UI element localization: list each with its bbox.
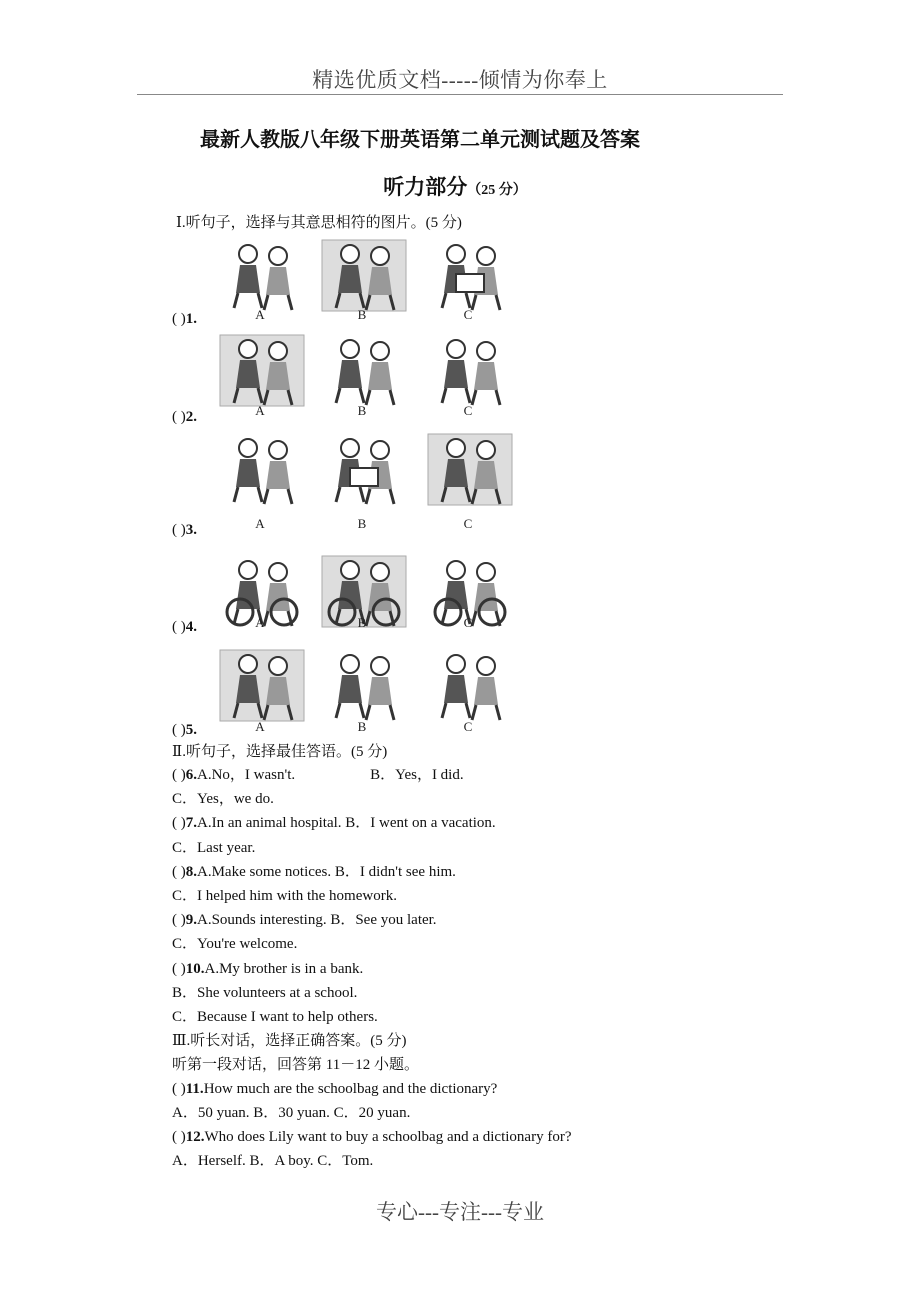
picture-label: A — [255, 719, 265, 734]
option-line — [172, 887, 397, 905]
page-footer: 专心---专注---专业 — [376, 1200, 544, 1224]
answer-bracket[interactable]: ( ) — [172, 863, 186, 880]
question-2 — [172, 408, 197, 426]
question-number: 1. — [185, 311, 197, 327]
line-text: A.My brother is in a bank. — [204, 960, 364, 977]
question-line — [172, 911, 437, 929]
picture-label: B — [357, 615, 367, 630]
section-1-heading: Ⅰ.听句子，选择与其意思相符的图片。(5 分) — [176, 215, 462, 231]
picture-label: B — [357, 307, 367, 322]
option-line — [172, 935, 297, 953]
line-text: C．Last year. — [172, 839, 256, 856]
line-text: C．Yes，we do. — [172, 791, 274, 808]
line-text: C．I helped him with the homework. — [172, 888, 397, 904]
question-number: 12. — [185, 1129, 205, 1145]
answer-bracket[interactable]: ( ) — [172, 815, 186, 832]
picture-father-and-child — [426, 648, 514, 723]
option-line — [172, 1008, 378, 1026]
answer-bracket[interactable]: ( ) — [172, 722, 186, 738]
question-line — [172, 1080, 497, 1098]
picture-label: C — [463, 719, 473, 734]
line-text: A.No，I wasn't. — [197, 767, 296, 783]
picture-label: A — [255, 516, 265, 531]
line-text: Who does Lily want to buy a schoolbag and a dictionary for? — [204, 1129, 572, 1145]
question-line — [172, 1128, 571, 1146]
option-line — [172, 1152, 373, 1170]
picture-children-playing-game — [218, 238, 306, 313]
answer-bracket[interactable]: ( ) — [172, 522, 186, 538]
picture-label: C — [463, 516, 473, 531]
option-line — [172, 1104, 410, 1122]
section-3-note: 听第一段对话，回答第 11－12 小题。 — [172, 1057, 419, 1073]
question-number: 8. — [185, 863, 197, 880]
line-text: C．You're welcome. — [172, 936, 298, 953]
picture-boy-and-girl-reading — [426, 238, 514, 313]
question-line — [172, 960, 363, 978]
line-text: How much are the schoolbag and the dictionary? — [203, 1081, 498, 1097]
question-number: 2. — [185, 409, 197, 425]
answer-bracket[interactable]: ( ) — [172, 619, 186, 635]
picture-label: C — [463, 615, 473, 630]
line-text: C．Because I want to help others. — [172, 1009, 378, 1025]
question-number: 10. — [185, 960, 205, 977]
header-divider — [137, 94, 783, 95]
question-3 — [172, 521, 197, 539]
answer-bracket[interactable]: ( ) — [172, 1129, 186, 1145]
section-2-heading: Ⅱ.听句子，选择最佳答语。(5 分) — [172, 744, 388, 760]
picture-label: C — [463, 403, 473, 418]
question-5 — [172, 721, 197, 739]
answer-bracket[interactable]: ( ) — [172, 912, 186, 929]
option-b: B．Yes，I did. — [370, 767, 464, 783]
question-number: 11. — [185, 1081, 204, 1097]
line-text: A.Make some notices. B．I didn't see him. — [197, 863, 456, 880]
answer-bracket[interactable]: ( ) — [172, 409, 186, 425]
question-number: 7. — [185, 815, 197, 832]
question-number: 9. — [185, 912, 197, 929]
question-line — [172, 766, 464, 784]
question-number: 6. — [185, 767, 197, 783]
answer-bracket[interactable]: ( ) — [172, 960, 186, 977]
question-number: 3. — [185, 522, 197, 538]
picture-boy-reading-book — [320, 432, 408, 507]
answer-bracket[interactable]: ( ) — [172, 311, 186, 327]
picture-helping-old-man — [218, 333, 306, 408]
page-header: 精选优质文档-----倾情为你奉上 — [312, 68, 608, 92]
answer-bracket[interactable]: ( ) — [172, 1081, 186, 1097]
question-number: 5. — [185, 722, 197, 738]
picture-label: B — [357, 403, 367, 418]
picture-label: C — [463, 307, 473, 322]
picture-label: B — [357, 516, 367, 531]
option-line — [172, 790, 274, 808]
document-title: 最新人教版八年级下册英语第二单元测试题及答案 — [200, 129, 640, 151]
picture-boy-sweeping — [218, 432, 306, 507]
question-4 — [172, 618, 197, 636]
listening-score: （25 分） — [467, 183, 527, 198]
picture-mother-and-baby — [218, 648, 306, 723]
question-number: 4. — [185, 619, 197, 635]
picture-boys-running — [320, 238, 408, 313]
line-text: A.In an animal hospital. B．I went on a vacation. — [197, 815, 496, 832]
option-line — [172, 984, 357, 1002]
section-3-heading: Ⅲ.听长对话，选择正确答案。(5 分) — [172, 1033, 407, 1049]
line-text: A．50 yuan. B．30 yuan. C．20 yuan. — [172, 1105, 411, 1121]
answer-bracket[interactable]: ( ) — [172, 767, 186, 783]
picture-boy-and-girl-portrait — [320, 648, 408, 723]
option-line — [172, 839, 255, 857]
question-1 — [172, 310, 197, 328]
picture-label: B — [357, 719, 367, 734]
line-text: A.Sounds interesting. B．See you later. — [197, 912, 437, 929]
line-text: A．Herself. B．A boy. C．Tom. — [172, 1153, 374, 1169]
picture-boy-with-phone — [426, 432, 514, 507]
line-text: B．She volunteers at a school. — [172, 984, 358, 1001]
question-line — [172, 814, 496, 832]
picture-fallen-person-helped — [320, 333, 408, 408]
listening-heading — [0, 171, 910, 201]
listening-heading-text: 听力部分 — [383, 175, 468, 199]
picture-crossing-road-with-elder — [426, 333, 514, 408]
question-line — [172, 863, 456, 881]
picture-label: A — [255, 307, 265, 322]
picture-label: A — [255, 615, 265, 630]
picture-label: A — [255, 403, 265, 418]
